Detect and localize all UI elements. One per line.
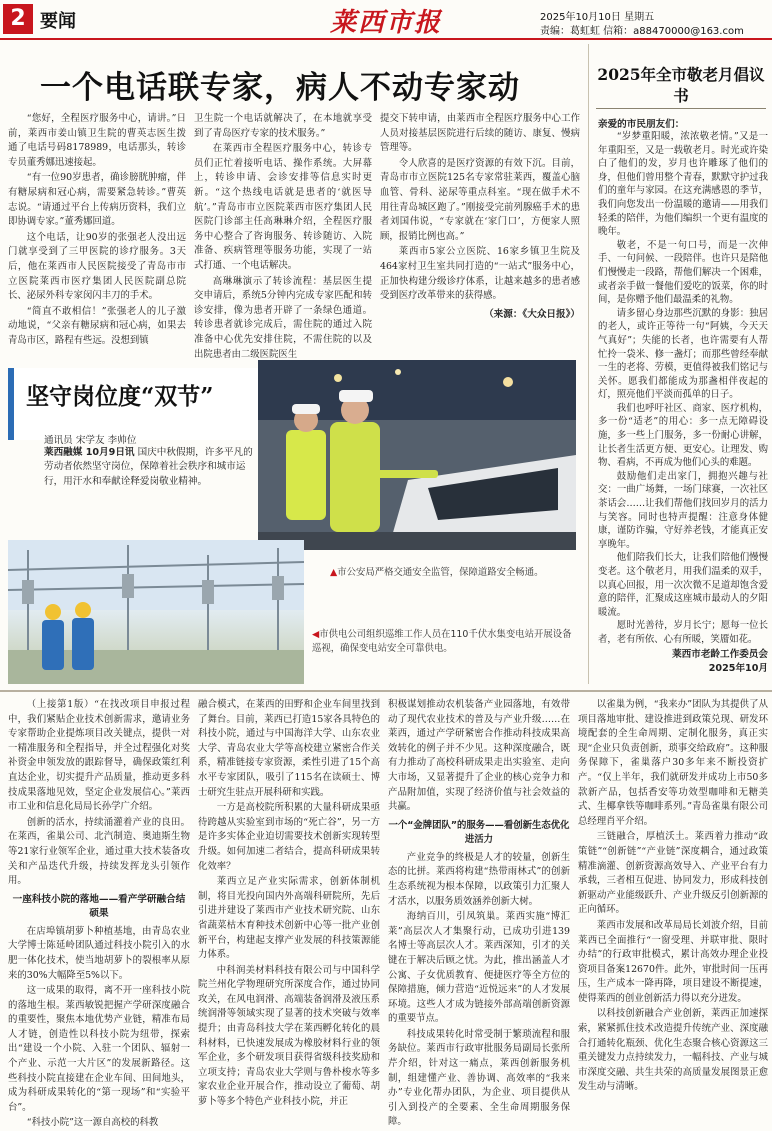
paragraph: 莱西市发展和改革局局长刘波介绍，目前莱西已全面推行“一窗受理、并联审批、限时办结”的行政审批模式，累计高效办理企业投资项目备案12670件。此外，审批时间一压再压，生产成本一降再降，项目建设不断提速，使得莱西的创业创新活力得以充分迸发。	[578, 919, 768, 1004]
section-name: 要闻	[40, 11, 76, 32]
paragraph: 高琳琳演示了转诊流程：基层医生提交申请后，系统5分钟内完成专家匹配和转诊安排，像为患者开辟了一条绿色通道。转诊患者就诊完成后，需住院的通过入院准备中心优先安排住院，不需住院的以及出院患者由二级医院医生	[194, 275, 372, 360]
paragraph: （上接第1版）“在找改项目申报过程中，我们紧贴企业技术创新需求，邀请业务专家帮助企业提炼项目改关键点，提供一对一精准服务和全程指导，并全过程强化对奖补资金申领发放的跟踪督导，确保政策红利直达企业，切实提升产品质量，推动更多科技成果落地见效，坚定企业发展信心。”莱西市工业和信息化局局长孙学广介绍。	[8, 699, 190, 813]
paragraph: 莱西立足产业实际需求，创新体制机制，将目光投向国内外高端科研院所，先后引进并建设了莱西市产业技术研究院、山东省蔬菜枯木育种技术创新中心等一批产业创新平台，构建起支撑产业发展的科技策源能力体系。	[198, 876, 380, 961]
paragraph: 创新的活水，持续涌灌着产业的良田。在莱西，雀巢公司、北汽制造、奥迪斯生物等21家行业领军企业，通过重大技术装备攻关和产品迭代升级，持续发挥龙头引领作用。	[8, 816, 190, 887]
sidebar-title: 2025年全市敬老月倡议书	[597, 65, 765, 105]
sidebar-signature	[598, 648, 768, 676]
paragraph: 中科润美材料科技有限公司与中国科学院兰州化学物理研究所深度合作，通过协同攻关，在风电润滑、高端装备润滑及液压系统润滑等领域实现了显著的技术突破与效率提升；由青岛科技大学在莱西孵化转化的晨科材料，已快速发展成为橡胶材料行业的领军企业，多个研发项目获得省级科技奖励和立项支持；青岛农业大学则与鲁朴梭水等多家农业企业开展合作，推动设立了葡萄、胡萝卜等多个特色产业科技小院，并正	[198, 964, 380, 1108]
paragraph: “岁梦重阳暖，浓浓敬老情。”又是一年重阳至，又是一载敬老月。时光或许染白了他们的发，岁月也许雕琢了他们的身，但他们曾用整个青春，默默守护过我们的童年与家园。在这充满感恩的季节，我们向您发出一份温暖的邀请——用我们轻柔的陪伴，为他们编织一个更有温度的晚年。	[598, 131, 768, 238]
signature-date: 2025年10月	[708, 663, 768, 674]
paragraph: 三链融合，厚植沃土。莱西着力推动“政策链”“创新链”“产业链”深度耦合，通过政策精准滴灌、创新资源高效导入、产业平台有力承载，三者相互促进、协同发力，形成科技创新驱动产业能级跃升、产业升级反引创新源的正向循环。	[578, 831, 768, 916]
editor-info: 责编：葛虹虹 信箱：a88470000@163.com	[540, 26, 744, 37]
feature-byline: 通讯员 宋学友 李帅位	[44, 435, 137, 446]
paragraph: “简直不敢相信！”张强老人的儿子激动地说，“父亲有糖尿病和冠心病，如果去青岛市区，路程有些远。没想到镇	[8, 305, 186, 346]
power-substation-photo	[8, 540, 304, 684]
paper-logo: 莱西市报	[330, 8, 443, 38]
caption-police-text: 市公安局严格交通安全监管，保障道路安全畅通。	[337, 567, 544, 578]
sidebar-greeting: 亲爱的市民朋友们：	[598, 119, 685, 130]
issue-date: 2025年10月10日 星期五	[540, 12, 655, 23]
sidebar-rule	[596, 108, 766, 109]
article-top-col-1	[8, 112, 186, 354]
paragraph: 敬老，不是一句口号，而是一次伸手、一句问候、一段陪伴。也许只是陪他们慢慢走一段路，帮他们解决一个困难，或者亲手做一餐他们爱吃的饭菜，你的时间，是你赠予他们最温柔的礼物。	[598, 239, 768, 306]
main-headline: 一个电话联专家，病人不动专家动	[40, 70, 520, 106]
paragraph: 在莱西市全程医疗服务中心，转诊专员们正忙着接听电话、操作系统。大屏幕上，转诊申请、会诊安排等信息实时更新。“这个热线电话就是患者的‘就医导航’。”青岛市市立医院莱西市医疗集团人民医院门诊部主任高琳琳介绍，全程医疗服务中心整合了咨询服务、转诊随访、入院准备、疾病管理等服务功能，实现了一站式打通、一个电话解决。	[194, 143, 372, 271]
subheading-2: 一个“金牌团队”的服务——看创新生态优化进活力	[388, 819, 570, 845]
caption-police	[330, 566, 580, 580]
article-top-col-2	[194, 112, 372, 360]
paragraph: 请多留心身边那些沉默的身影：独居的老人，或许正等待一句“阿姨，今天天气真好”；失能的长者，也许需要有人帮忙拎一袋米、修一盏灯；而那些曾经奉献一生的老将、劳模，更值得被我们铭记与关怀。愿我们都能成为那盏相伴夜起的灯，照亮他们平淡而孤单的日子。	[598, 307, 768, 401]
paragraph: 融合模式，在莱西的田野和企业车间里找到了舞台。目前，莱西已打造15家各具特色的科技小院，通过与中国海洋大学、山东农业大学、青岛农业大学等高校建立紧密合作关系，精准链接专家资源，柔性引进了15个高水平专家团队，吸引了115名在读硕士、博士研究生驻点开展科研和实践。	[198, 699, 380, 798]
article-source: （来源：《大众日报》）	[484, 308, 580, 320]
paragraph: 一方是高校院所积累的大量科研成果亟待跨越从实验室到市场的“死亡谷”，另一方是许多实体企业迫切需要技术创新实现转型升级。如何加速二者结合，提高科研成果转化效率？	[198, 802, 380, 872]
feature-dateline: 莱西融媒 10月9日讯	[44, 447, 135, 458]
paragraph: 莱西市5家公立医院、16家乡镇卫生院及464家村卫生室共同打造的“一站式”服务中心，正加快构建分级诊疗体系，让越来越多的患者感受到医疗改革带来的获得感。	[380, 246, 580, 302]
caption-power-text: 市供电公司组织巡维工作人员在110千伏水集变电站开展设备巡视，确保变电站安全可靠供电。	[312, 629, 572, 654]
feature-lead	[44, 446, 254, 489]
masthead	[0, 0, 772, 40]
subheading-1: 一座科技小院的落地——看产学研融合结硕果	[12, 893, 186, 919]
paragraph: 我们也呼吁社区、商家、医疗机构，多一份“适老”的用心：多一点无障碍设施，多一些上门服务，多一份耐心讲解，让长者生活更方便、更安心。让理发、购物、看病，不再成为他们心头的难题。	[598, 402, 768, 469]
sidebar-body	[598, 130, 768, 645]
paragraph: 这个电话，让90岁的张强老人没出远门就享受到了三甲医院的诊疗服务。3天后，他在莱西市人民医院接受了青岛市市立医院莱西市医疗集团人民医院副总院长、泌尿外科专家闵闪丰刀的手术。	[8, 231, 186, 302]
paragraph: 以雀巢为例，“我来办”团队为其提供了从项目落地审批、建设推进到政策兑现、研发环境配套的全生命周期、定制化服务，真正实现“企业只负责创新，琐事交给政府”。这种服务保障下，雀巢落户30多年来不断投资扩产。“仅上半年，我们就研发并成功上市50多款新产品，包括香安等功效型咖啡和无糖美式、生椰拿铁等咖啡系列。”青岛雀巢有限公司总经理肖平介绍。	[578, 699, 768, 827]
triangle-icon: ◀	[312, 629, 320, 640]
paragraph: 这一成果的取得，离不开一座科技小院的落地生根。莱西敏锐把握产学研深度融合的重要性，聚焦本地优势产业链，精准布局人才链，创造性以科技小院为纽带，探索出“建设一个小院、入驻一个团队、辐射一个产业、示范一大片区”的发展新路径。这些科技小院直接建在企业车间、田间地头，成为科研成果转化的“第一现场”和“实验平台”。	[8, 985, 190, 1113]
police-photo	[258, 360, 576, 550]
paragraph: 令人欣喜的是医疗资源的有效下沉。目前，青岛市市立医院125名专家常驻莱西，覆盖心脑血管、骨科、泌尿等重点科室。“现在做手术不用往青岛城区跑了。”刚接受完前列腺癌手术的患者刘国伟说，“专家就在‘家门口’，方便家人照顾，报销比例也高。”	[380, 157, 580, 242]
paragraph: “科技小院”这一源自高校的科教	[26, 1117, 159, 1129]
paragraph: 在店埠镇胡萝卜种植基地，由青岛农业大学博士陈延岭团队通过科技小院引入的水肥一体化技术，使当地胡萝卜的裂根率从原来的30%大幅降至5%以下。	[8, 925, 190, 981]
article-bottom-col-2	[198, 698, 380, 1108]
paragraph: 愿时光善待，岁月长宁；愿每一位长者，老有所依、心有所暖，笑靥如花。	[598, 620, 768, 645]
signature-org: 莱西市老龄工作委员会	[672, 649, 768, 660]
article-bottom-col-3	[388, 698, 570, 1128]
section-divider	[0, 690, 772, 692]
paragraph: “您好，全程医疗服务中心，请讲。”日前，莱西市姜山镇卫生院的曹英志医生拨通了电话号码8178989，电话那头，转诊专员董秀娜迅速接起。	[8, 113, 186, 168]
paragraph: 卫生院一个电话就解决了，在本地就享受到了青岛医疗专家的技术服务。”	[194, 113, 372, 139]
paragraph: 科技成果转化时常受制于繁琐流程和服务缺位。莱西市行政审批服务局副局长张所芹介绍，针对这一痛点，莱西创新服务机制，组建懂产业、善协调、高效率的“我来办”专业化帮办团队，为企业、项目提供从引入到投产的全要素、全生命周期服务保障。	[388, 1028, 570, 1128]
paragraph: 积极谋划推动农机装备产业园落地，有效带动了现代农业技术的普及与产业升级……在莱西，通过产学研紧密合作推动科技成果高效转化的例子并不少见。这种深度融合，既有力推动了高校科研成果走出实验室、走向大市场，又显著提升了企业的核心竞争力和产品附加值，实现了经济价值与社会效益的共赢。	[388, 699, 570, 813]
paragraph: “有一位90岁患者，确诊膀胱肿瘤，伴有糖尿病和冠心病，需要紧急转诊。”曹英志说。“请通过平台上传病历资料，我们立即协调专家。”董秀娜回道。	[8, 172, 186, 228]
paragraph: 提交下转申请，由莱西市全程医疗服务中心工作人员对接基层医院进行后续的随访、康复、慢病管理等。	[380, 113, 580, 154]
feature-lead-text: 国庆中秋假期，许多平凡的劳动者依然坚守岗位，保障着社会秩序和城市运行，用汗水和奉献诠释爱岗敬业精神。	[44, 447, 253, 487]
feature-title: 坚守岗位度“双节”	[26, 383, 214, 410]
article-bottom-col-1	[8, 698, 190, 1129]
article-top-col-3	[380, 112, 580, 354]
triangle-icon: ▲	[330, 567, 338, 578]
paragraph: 以科技创新融合产业创新，莱西正加速探索，紧紧抓住技术改造提升传统产业、深度融合打通转化瓶颈、优化生态聚合核心资源这三重关键发力点持续发力，一幅科技、产业与城市深度交融、共生共荣的高质量发展图景正愈发生动与清晰。	[578, 1008, 768, 1093]
article-bottom-col-4	[578, 698, 768, 1103]
page-number-badge: 2	[3, 4, 33, 34]
paragraph: 海纳百川，引凤筑巢。莱西实施“博汇莱”高层次人才集聚行动，已成功引进139名博士等高层次人才。莱西深知，引才的关键在于解决后顾之忧。为此，推出涵盖人才公寓、子女优质教育、便捷医疗等全方位的保障措施，倾力营造“近悦远来”的人才发展环境。这些人才成为链接外部高端创新资源的重要节点。	[388, 911, 570, 1025]
paragraph: 鼓励他们走出家门，拥抱兴趣与社交：一曲广场舞，一场门球赛，一次社区茶话会……让我们帮他们找回岁月的活力与笑容。同时也特声提醒：注意身体健康，谨防诈骗，守好养老钱，才能真正安享晚年。	[598, 470, 768, 550]
masthead-rule	[0, 38, 772, 40]
caption-power	[312, 628, 580, 656]
paragraph: 产业竞争的终极是人才的较量，创新生态的比拼。莱西将构建“热带雨林式”的创新生态系统视为根本保障，以政策引力汇聚人才活水，以服务质效涵养创新大树。	[388, 851, 570, 907]
paragraph: 他们陪我们长大，让我们陪他们慢慢变老。这个敬老月，用我们温柔的双手，以真心回报，用一次次微不足道却饱含爱意的陪伴，汇聚成这座城市最动人的夕阳暖流。	[598, 552, 768, 618]
